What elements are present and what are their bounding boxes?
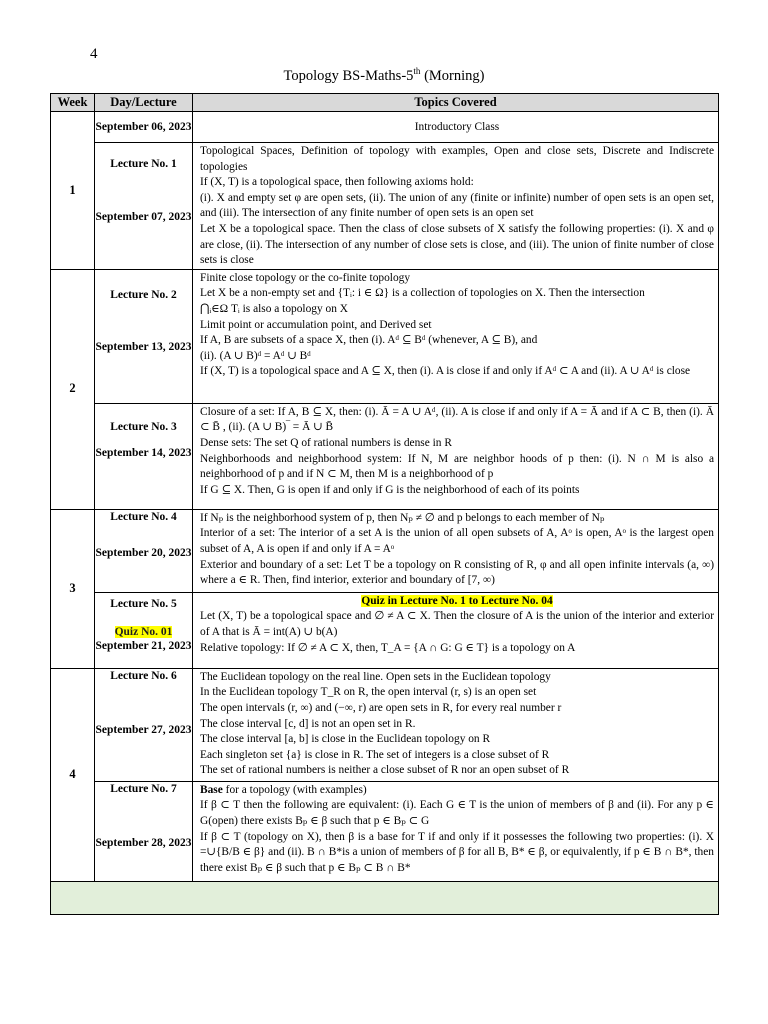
topic-line: If Nₚ is the neighborhood system of p, then Nₚ ≠ ∅ and p belongs to each member of Nₚ (200, 511, 605, 524)
day-cell (95, 592, 193, 668)
week-cell: 2 (51, 269, 95, 509)
table-row (51, 112, 719, 143)
topic-line: Let X be a topological space. Then the class of close subsets of X satisfy the following properties: (i). X and φ are close, (ii). The intersection of any number of close sets is close, and (iii). The union of finite number of close sets is close (200, 222, 714, 267)
topic-line: Let X be a non-empty set and {Tᵢ: i ∈ Ω} is a collection of topologies on X. Then the intersection (200, 287, 645, 300)
header-topics: Topics Covered (193, 94, 719, 112)
header-row (51, 94, 719, 112)
header-day: Day/Lecture (95, 94, 193, 112)
topic-line: If A, B are subsets of a space X, then (i). Aᵈ ⊆ Bᵈ (whenever, A ⊆ B), and (200, 334, 538, 347)
day-cell (95, 781, 193, 881)
table-row (51, 269, 719, 403)
topic-line: Finite close topology or the co-finite topology (200, 271, 411, 284)
topic-line: If β ⊂ T (topology on X), then β is a base for T if and only if it possesses the following two properties: (i). X =∪{B/B ∈ β} and (ii). B ∩ B*is a union of members of β for all B, B* ∈ β, or equivalently, if p ∈ B ∩ B*, then there exist Bₚ ∈ β such that p ∈ Bₚ ⊂ B ∩ B* (200, 830, 714, 874)
table-row (51, 509, 719, 592)
topic-line: If (X, T) is a topological space and A ⊆ X, then (i). A is close if and only if Aᵈ ⊂ A and (ii). A ∪ Aᵈ is close (200, 365, 691, 378)
topic-line: Neighborhoods and neighborhood system: If N, M are neighbor hoods of p then: (i). N ∩ M is also a neighborhood of p and if N ⊂ M, then M is a neighborhood of p (200, 452, 714, 481)
header-week: Week (51, 94, 95, 112)
date-text: September 27, 2023 (95, 723, 192, 736)
lecture-label: Lecture No. 6 (110, 669, 177, 682)
footer-row (51, 881, 719, 914)
date-text: September 06, 2023 (95, 121, 192, 133)
topic-cell (193, 781, 719, 881)
lecture-label: Lecture No. 2 (110, 288, 177, 301)
topic-cell (193, 668, 719, 781)
date-text: September 07, 2023 (95, 211, 192, 223)
topic-line: Each singleton set {a} is close in R. The set of integers is a close subset of R (200, 748, 550, 761)
quiz-banner: Quiz in Lecture No. 1 to Lecture No. 04 (361, 594, 553, 607)
day-cell (95, 668, 193, 781)
week-cell: 4 (51, 668, 95, 881)
lecture-label: Lecture No. 4 (110, 510, 177, 523)
topic-cell: Introductory Class (193, 112, 719, 143)
lecture-label: Lecture No. 1 (110, 158, 177, 170)
day-cell (95, 143, 193, 270)
schedule-table (50, 93, 719, 915)
topic-line: If β ⊂ T then the following are equivalent: (i). Each G ∈ T is the union of members of β and (ii). For any p ∈ G(open) there exists Bₚ ∈ β such that p ∈ Bₚ ⊂ G (200, 799, 714, 827)
date-text: September 28, 2023 (95, 836, 192, 849)
title-main: Topology BS-Maths-5 (283, 67, 414, 84)
base-term: Base (200, 783, 223, 796)
date-text: September 21, 2023 (95, 639, 192, 652)
topic-cell (193, 269, 719, 403)
topic-line: Topological Spaces, Definition of topology with examples, Open and close sets, Discrete and Indiscrete topologies (200, 145, 714, 173)
topic-line: The Euclidean topology on the real line. Open sets in the Euclidean topology (200, 670, 551, 683)
topic-line: If (X, T) is a topological space, then following axioms hold: (200, 176, 474, 189)
table-row (51, 668, 719, 781)
table-row (51, 781, 719, 881)
week-cell: 3 (51, 509, 95, 668)
date-text: September 14, 2023 (95, 446, 192, 459)
topic-line: Closure of a set: If A, B ⊆ X, then: (i). Ā = A ∪ Aᵈ, (ii). A is close if and only if A = Ā and if A ⊂ B, then (i). Ā ⊂ B̄ , (ii). (A ∪ B)‾ = Ā ∪ B̄ (200, 405, 714, 434)
lecture-label: Lecture No. 5 (110, 597, 177, 610)
title-tail: (Morning) (420, 67, 485, 84)
topic-line: Relative topology: If ∅ ≠ A ⊂ X, then, T_A = {A ∩ G: G ∈ T} is a topology on A (200, 641, 576, 654)
topic-line: Let (X, T) be a topological space and ∅ ≠ A ⊂ X. Then the closure of A is the union of the interior and exterior of A that is Ā = int(A) ∪ b(A) (200, 610, 714, 638)
table-row (51, 403, 719, 509)
topic-line: (i). X and empty set φ are open sets, (ii). The union of any (finite or infinite) number of open sets is an open set, and (iii). The intersection of any finite number of open sets is an open set (200, 191, 714, 220)
topic-line: If G ⊆ X. Then, G is open if and only if G is the neighborhood of each of its points (200, 483, 580, 496)
day-cell (95, 509, 193, 592)
topic-cell (193, 143, 719, 270)
topic-line: The set of rational numbers is neither a close subset of R nor an open subset of R (200, 764, 570, 777)
footer-cell (51, 881, 719, 914)
date-cell (95, 112, 193, 143)
topic-line: Exterior and boundary of a set: Let T be a topology on R consisting of R, φ and all open infinite intervals (a, ∞) where a ∈ R. Then, find interior, exterior and boundary of [7, ∞) (200, 558, 714, 587)
week-cell: 1 (51, 112, 95, 270)
topic-line: The close interval [c, d] is not an open set in R. (200, 717, 416, 730)
page-title (0, 66, 768, 85)
topic-line: (ii). (A ∪ B)ᵈ = Aᵈ ∪ Bᵈ (200, 349, 311, 362)
topic-line: for a topology (with examples) (222, 783, 367, 796)
topic-line: The open intervals (r, ∞) and (−∞, r) are open sets in R, for every real number r (200, 701, 562, 714)
topic-cell (193, 509, 719, 592)
day-cell (95, 269, 193, 403)
table-row (51, 592, 719, 668)
topic-cell (193, 592, 719, 668)
table-row (51, 143, 719, 270)
topic-line: The close interval [a, b] is close in the Euclidean topology on R (200, 733, 491, 746)
topic-cell (193, 403, 719, 509)
quiz-label: Quiz No. 01 (114, 625, 173, 638)
title-sup: th (413, 66, 421, 76)
topic-line: ⋂ᵢ∈Ω Tᵢ is also a topology on X (200, 302, 348, 315)
topic-line: In the Euclidean topology T_R on R, the open interval (r, s) is an open set (200, 686, 537, 699)
lecture-label: Lecture No. 7 (110, 782, 177, 795)
topic-line: Dense sets: The set Q of rational numbers is dense in R (200, 436, 452, 449)
day-cell (95, 403, 193, 509)
topic-line: Interior of a set: The interior of a set A is the union of all open subsets of A, Aᵒ is open, Aᵒ is the largest open subset of A, A is open if and only if A = Aᵒ (200, 527, 714, 555)
date-text: September 13, 2023 (95, 340, 192, 353)
page-number: 4 (90, 46, 98, 62)
topic-line: Limit point or accumulation point, and Derived set (200, 318, 432, 331)
lecture-label: Lecture No. 3 (110, 420, 177, 433)
date-text: September 20, 2023 (95, 546, 192, 559)
